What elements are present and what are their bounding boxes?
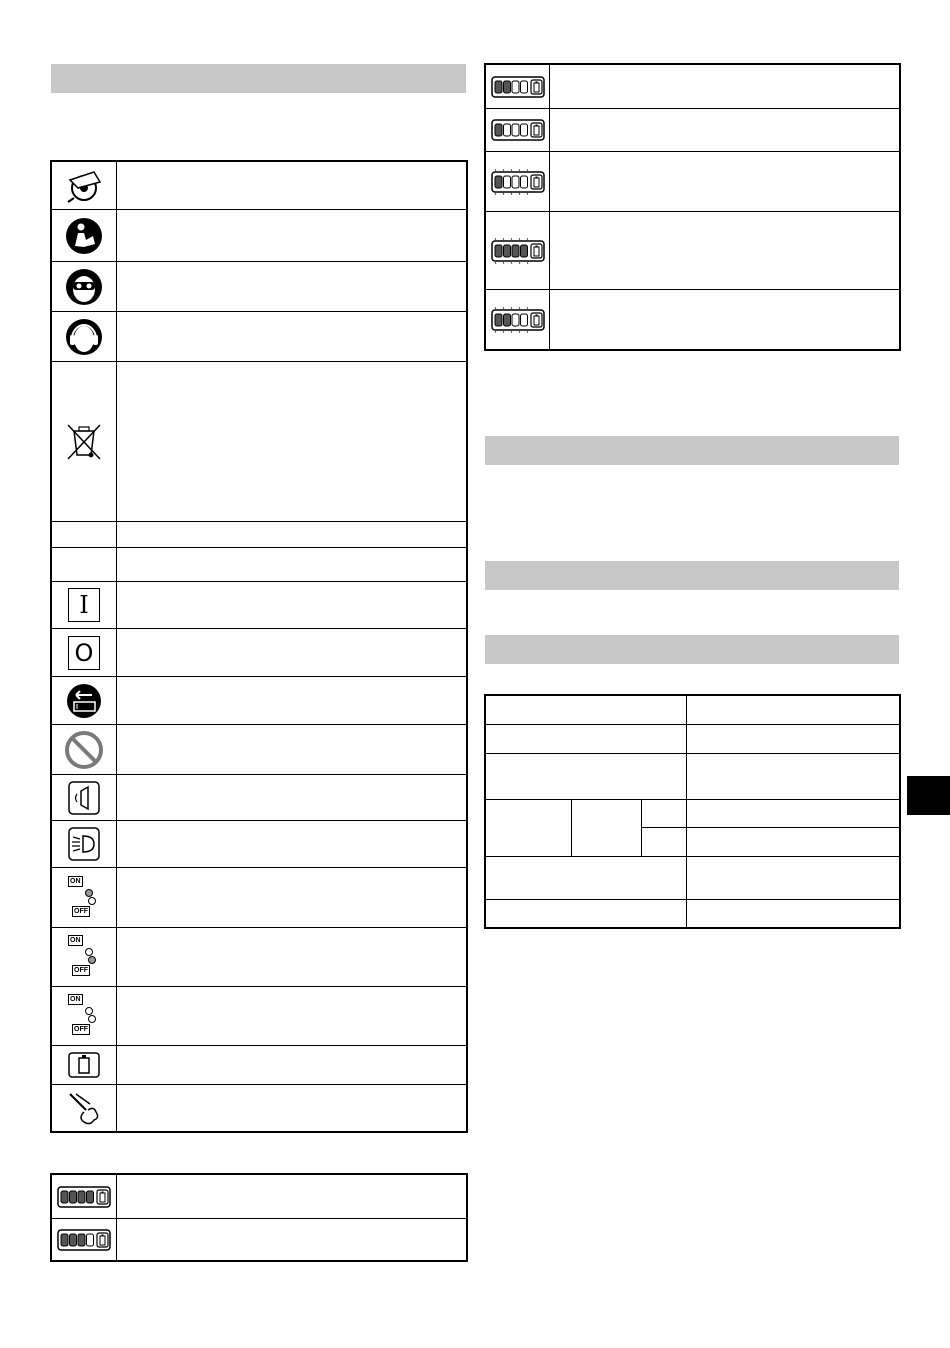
table-row (486, 290, 900, 350)
led-indicator-icon (85, 1007, 93, 1015)
spec-label (486, 696, 687, 725)
empty-cell (52, 522, 117, 548)
table-row (52, 868, 467, 928)
battery-icon (52, 1051, 116, 1079)
symbol-description (117, 987, 467, 1046)
table-row (52, 629, 467, 677)
symbol-description (117, 162, 467, 210)
battery-indicator-table (485, 64, 900, 350)
empty-cell (52, 548, 117, 582)
table-row (52, 1085, 467, 1132)
on-label: ON (70, 996, 81, 1003)
spec-sublabel (572, 800, 642, 857)
switch-on-i-icon (68, 588, 100, 622)
symbol-description (117, 522, 467, 548)
battery-description (550, 152, 900, 212)
symbols-table (51, 161, 467, 1132)
language-page-tab (907, 776, 950, 815)
switch-off-o-icon (68, 636, 100, 670)
spec-label (486, 800, 572, 857)
table-row (486, 65, 900, 109)
spec-label (486, 754, 687, 800)
symbol-description (117, 821, 467, 868)
crossed-bin-icon (52, 421, 116, 463)
symbol-description (117, 262, 467, 312)
symbol-description (117, 677, 467, 725)
section-header-band (485, 436, 899, 465)
symbol-description (117, 775, 467, 821)
spec-value (687, 857, 900, 900)
switch-glyph: I (79, 591, 89, 619)
section-header-band (51, 64, 466, 93)
symbol-description (117, 868, 467, 928)
battery-description (550, 290, 900, 350)
table-row (486, 696, 900, 725)
led-indicator-icon (88, 897, 96, 905)
table-row (52, 522, 467, 548)
spec-table (485, 695, 900, 928)
symbol-description (117, 725, 467, 775)
sound-icon (52, 780, 116, 816)
read-manual-icon (52, 216, 116, 256)
off-label: OFF (74, 907, 88, 915)
led-indicator-icon (88, 956, 96, 964)
table-row (52, 775, 467, 821)
off-label: OFF (74, 967, 88, 974)
battery-level-icon (52, 1184, 116, 1210)
table-row (52, 262, 467, 312)
spec-value (687, 696, 900, 725)
spec-label (486, 857, 687, 900)
table-row (52, 548, 467, 582)
battery-level-blinking-icon (486, 307, 549, 333)
symbol-description (117, 1046, 467, 1085)
spec-value (687, 725, 900, 754)
on-off-indicator-icon (68, 935, 100, 979)
battery-description (550, 109, 900, 152)
battery-description (117, 1175, 467, 1219)
on-label: ON (70, 877, 81, 885)
led-indicator-icon (85, 889, 93, 897)
table-row (52, 162, 467, 210)
table-row (486, 800, 900, 828)
kickback-icon (52, 1088, 116, 1128)
circular-saw-icon (52, 168, 116, 204)
table-row (52, 582, 467, 629)
off-label: OFF (74, 1026, 88, 1033)
spec-value (687, 800, 900, 828)
switch-glyph: O (74, 638, 94, 667)
symbol-description (117, 928, 467, 987)
table-row (52, 1175, 467, 1219)
table-row (52, 987, 467, 1046)
symbol-description (117, 210, 467, 262)
on-off-indicator-icon (68, 876, 100, 920)
table-row (52, 725, 467, 775)
table-row (486, 900, 900, 928)
spec-value (687, 754, 900, 800)
table-row (486, 152, 900, 212)
led-indicator-icon (85, 948, 93, 956)
battery-indicator-table (51, 1174, 467, 1261)
table-row (486, 725, 900, 754)
symbol-description (117, 312, 467, 362)
battery-level-blinking-icon (486, 238, 549, 264)
spec-value (687, 900, 900, 928)
spec-value (687, 828, 900, 857)
spec-sublabel (642, 828, 687, 857)
table-row (52, 312, 467, 362)
on-label: ON (70, 937, 81, 944)
spec-label (486, 900, 687, 928)
light-icon (52, 826, 116, 862)
prohibited-icon (52, 729, 116, 771)
symbol-description (117, 362, 467, 522)
symbol-description (117, 1085, 467, 1132)
table-row (52, 362, 467, 522)
battery-level-icon (486, 117, 549, 143)
battery-description (550, 212, 900, 290)
battery-level-icon (486, 74, 549, 100)
battery-level-blinking-icon (486, 169, 549, 195)
remove-battery-icon (52, 681, 116, 721)
battery-description (117, 1219, 467, 1261)
section-header-band (485, 635, 899, 664)
table-row (486, 109, 900, 152)
symbol-description (117, 548, 467, 582)
battery-level-icon (52, 1227, 116, 1253)
led-indicator-icon (88, 1015, 96, 1023)
ear-protection-icon (52, 317, 116, 357)
table-row (52, 1046, 467, 1085)
table-row (486, 857, 900, 900)
table-row (52, 1219, 467, 1261)
table-row (52, 677, 467, 725)
section-header-band (485, 561, 899, 590)
on-off-indicator-icon (68, 994, 100, 1038)
eye-protection-icon (52, 267, 116, 307)
table-row (52, 821, 467, 868)
table-row (52, 210, 467, 262)
spec-label (486, 725, 687, 754)
symbol-description (117, 582, 467, 629)
battery-description (550, 65, 900, 109)
symbol-description (117, 629, 467, 677)
table-row (486, 754, 900, 800)
table-row (486, 212, 900, 290)
spec-sublabel (642, 800, 687, 828)
table-row (52, 928, 467, 987)
